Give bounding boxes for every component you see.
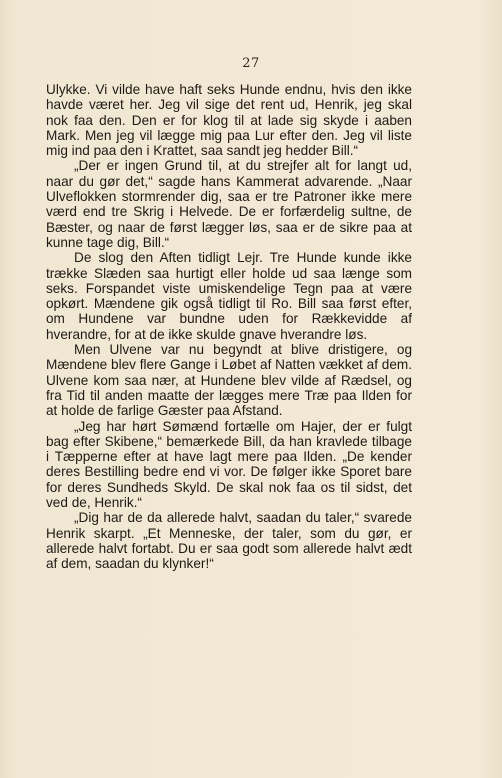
paragraph-2: „Der er ingen Grund til, at du strejfer alt for langt ud, naar du gør det,“ sagde hans Kammerat advarende. „Naar Ulveflokken stormrender dig, saa er tre Patroner ikke mere værd end tre Skrig i Helvede. De er forfærdelig sultne, de Bæster, og naar de først lægger løs, saa er de sikre paa at kunne tage dig, Bill.“: [46, 158, 412, 250]
page-number: 27: [242, 56, 260, 71]
paragraph-6: „Dig har de da allerede halvt, saadan du taler,“ svarede Henrik skarpt. „Et Menneske, der taler, som du gør, er allerede halvt fortabt. Du er saa godt som allerede halvt ædt af dem, saadan du klynker!“: [46, 510, 412, 572]
paragraph-4: Men Ulvene var nu begyndt at blive dristigere, og Mændene blev flere Gange i Løbet af Natten vækket af dem. Ulvene kom saa nær, at Hundene blev vilde af Rædsel, og fra Tid til anden maatte der lægges mere Træ paa Ilden for at holde de farlige Gæster paa Afstand.: [46, 342, 412, 419]
body-text: [46, 82, 412, 572]
paragraph-5: „Jeg har hørt Sømænd fortælle om Hajer, der er fulgt bag efter Skibene,“ bemærkede Bill, da han kravlede tilbage i Tæpperne efter at have lagt mere paa Ilden. „De kender deres Bestilling bedre end vi vor. De følger ikke Sporet bare for deres Sundheds Skyld. De skal nok faa os til sidst, det ved de, Henrik.“: [46, 418, 412, 511]
paragraph-1: Ulykke. Vi vilde have haft seks Hunde endnu, hvis den ikke havde været her. Jeg vil sige det rent ud, Henrik, jeg skal nok faa den. Den er for klog til at lade sig skyde i aaben Mark. Men jeg vil lægge mig paa Lur efter den. Jeg vil liste mig ind paa den i Krattet, saa sandt jeg hedder Bill.“: [46, 82, 412, 159]
paragraph-3: De slog den Aften tidligt Lejr. Tre Hunde kunde ikke trække Slæden saa hurtigt eller holde ud saa længe som seks. Forspandet viste umiskendelige Tegn paa at være opkørt. Mændene gik også tidligt til Ro. Bill saa først efter, om Hundene var bundne uden for Rækkevidde af hverandre, for at de ikke skulde gnave hverandre løs.: [46, 250, 412, 342]
